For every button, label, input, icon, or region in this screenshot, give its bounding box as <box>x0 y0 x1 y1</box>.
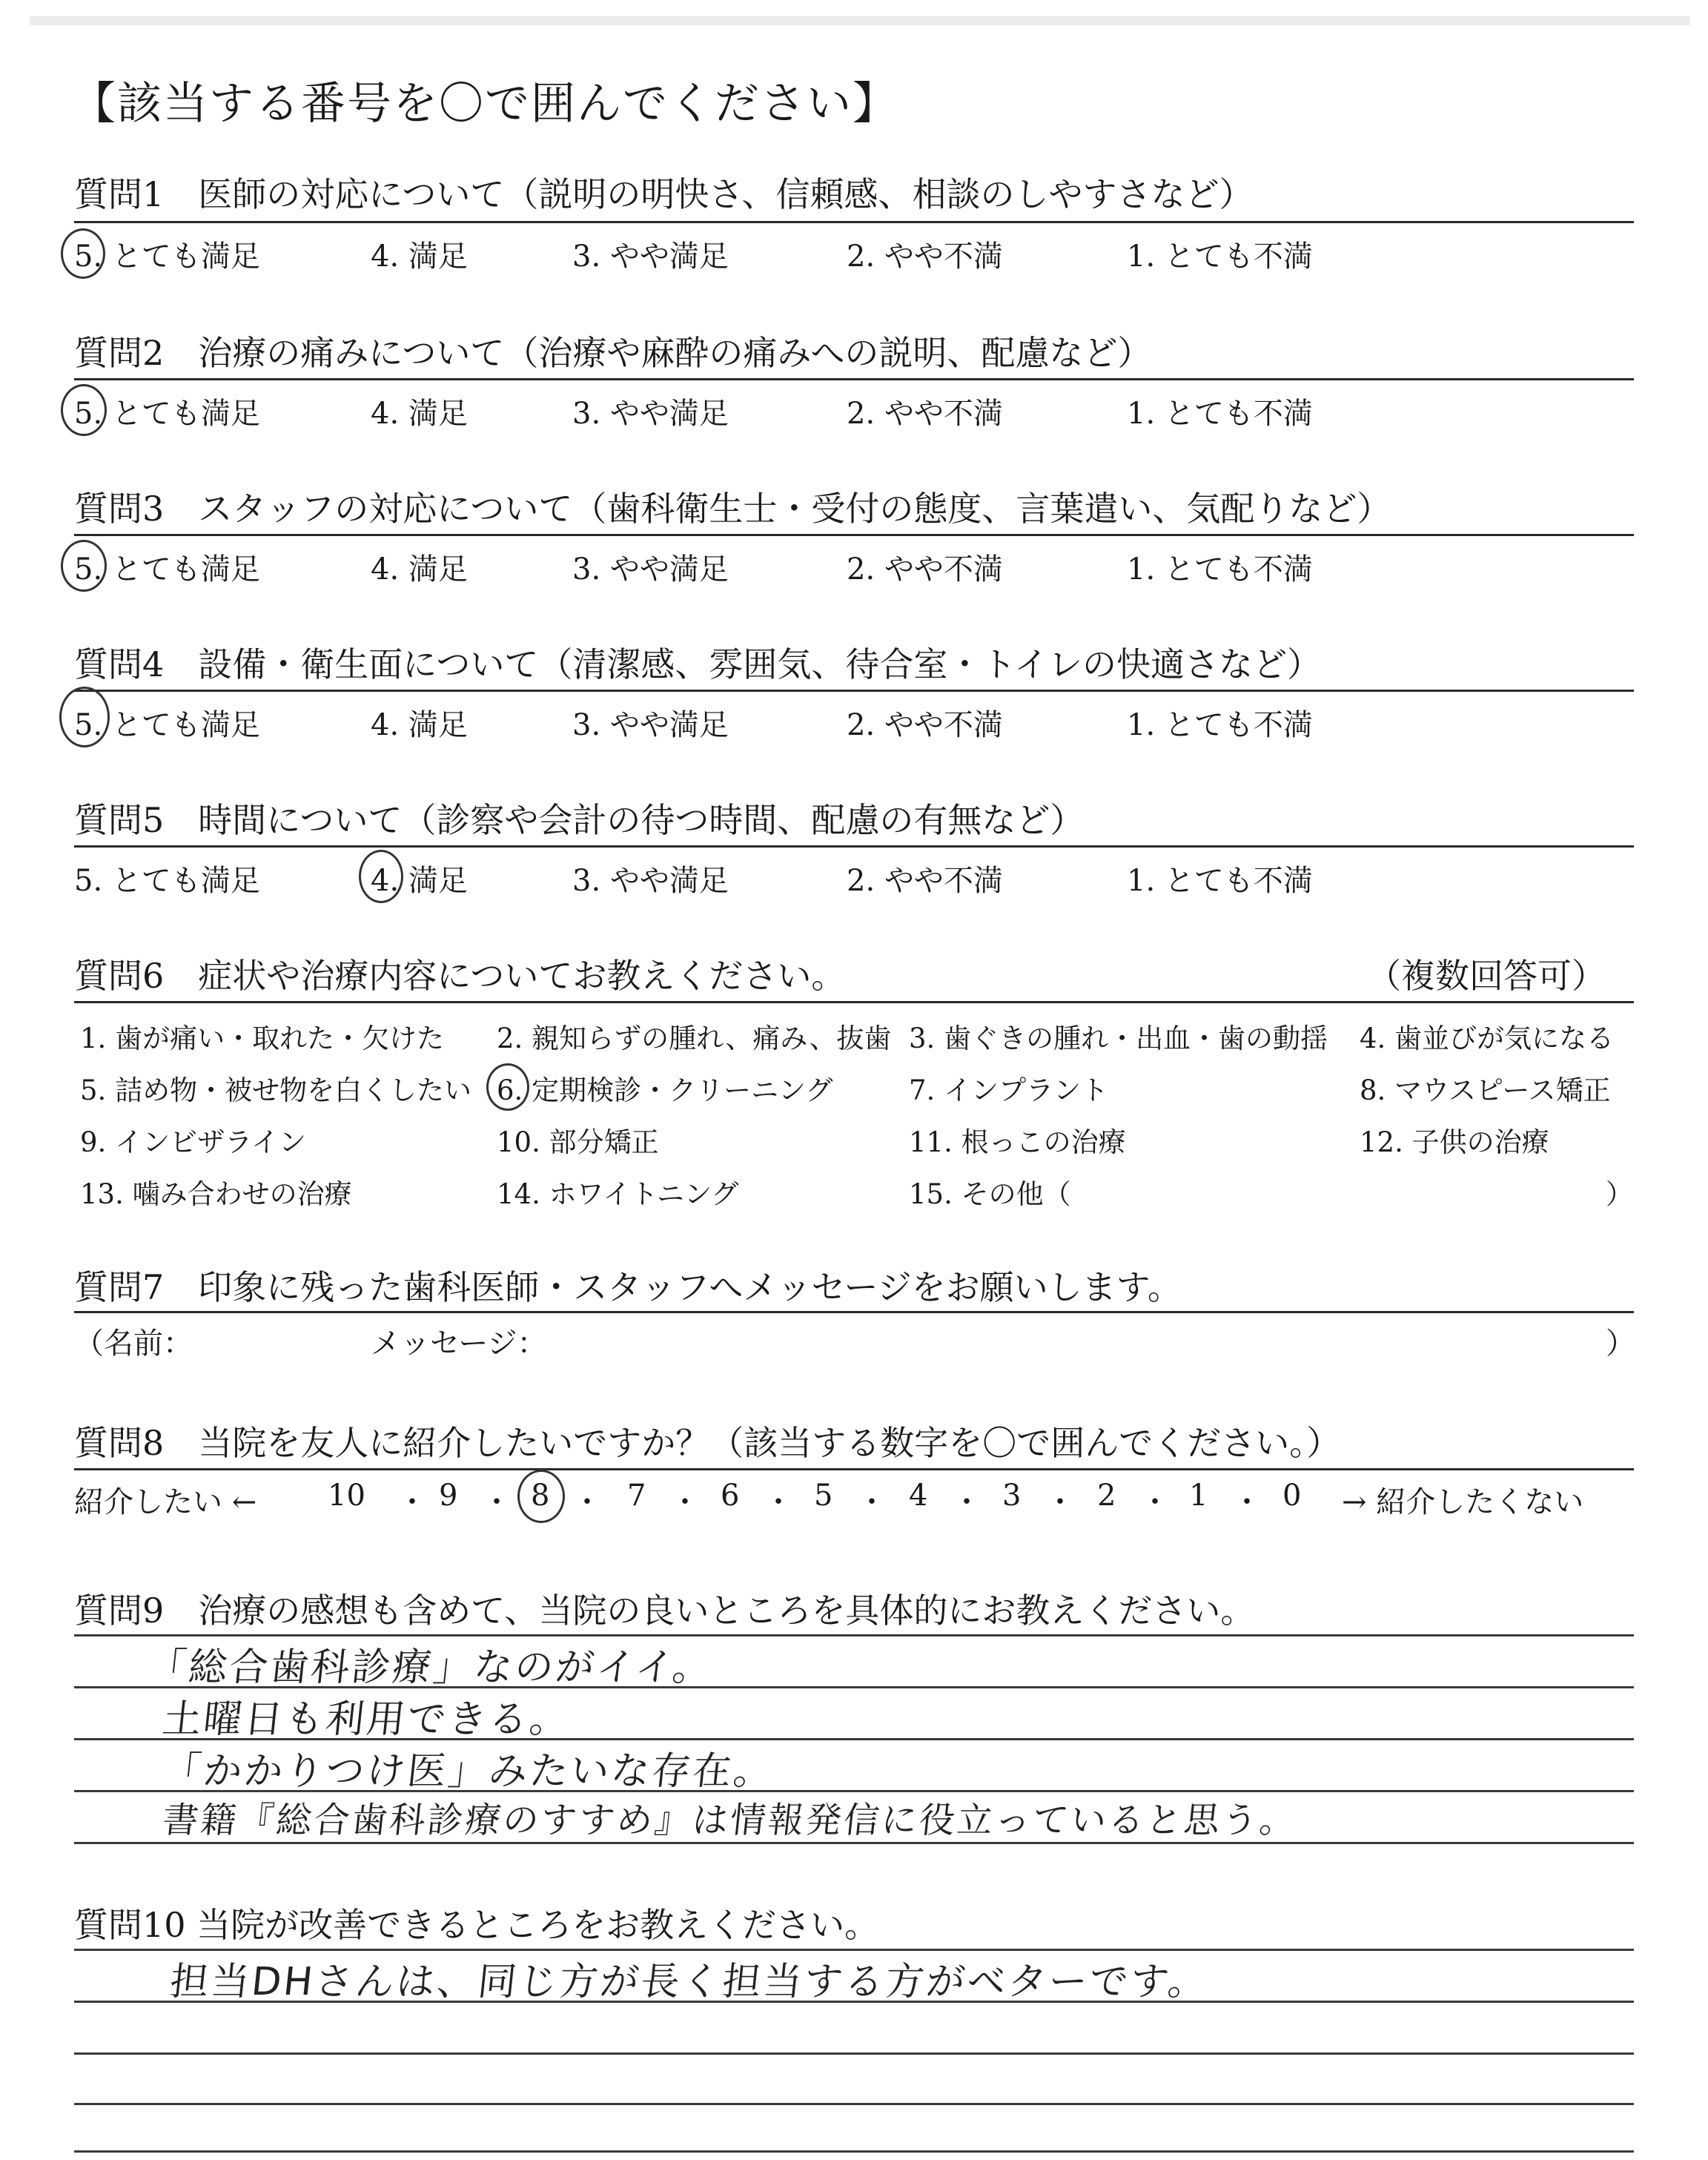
q8-scale-5[interactable]: 5 <box>814 1479 833 1513</box>
scale-dot: ・ <box>1045 1485 1075 1519</box>
q6-option-4[interactable]: 4. 歯並びが気になる <box>1360 1023 1615 1054</box>
q8-scale-9[interactable]: 9 <box>439 1479 458 1513</box>
q7-name-label: （名前： <box>74 1327 193 1361</box>
q2-option-4[interactable]: 4. 満足 <box>371 397 468 431</box>
q7-message-label: メッセージ： <box>371 1327 547 1361</box>
q8-scale-4[interactable]: 4 <box>909 1479 928 1513</box>
q8-left-label: 紹介したい ← <box>74 1485 257 1519</box>
q2-option-1[interactable]: 1. とても不満 <box>1127 397 1313 431</box>
question-5-title: 質問5 時間について（診察や会計の待つ時間、配慮の有無など） <box>74 800 1085 840</box>
q9-answer-2: 土曜日も利用できる。 <box>160 1697 573 1742</box>
q5-option-2[interactable]: 2. やや不満 <box>847 864 1003 898</box>
q2-option-3[interactable]: 3. やや満足 <box>572 397 729 431</box>
answer-line <box>74 2150 1634 2153</box>
q6-option-8[interactable]: 8. マウスピース矯正 <box>1360 1074 1611 1106</box>
page-title: 【該当する番号を〇で囲んでください】 <box>71 78 898 130</box>
q2-option-5[interactable]: 5. とても満足 <box>74 397 260 431</box>
question-3-rule <box>74 534 1634 536</box>
question-1-title: 質問1 医師の対応について（説明の明快さ、信頼感、相談のしやすさなど） <box>74 174 1254 214</box>
q6-option-1[interactable]: 1. 歯が痛い・取れた・欠けた <box>80 1023 445 1054</box>
q4-option-1[interactable]: 1. とても不満 <box>1127 708 1313 742</box>
q5-option-4[interactable]: 4. 満足 <box>371 864 468 898</box>
q5-option-1[interactable]: 1. とても不満 <box>1127 864 1313 898</box>
answer-line <box>74 2052 1634 2055</box>
multiple-answer-note: （複数回答可） <box>1367 956 1606 996</box>
question-9-title: 質問9 治療の感想も含めて、当院の良いところを具体的にお教えください。 <box>74 1591 1255 1631</box>
q2-option-2[interactable]: 2. やや不満 <box>847 397 1003 431</box>
scale-dot: ・ <box>670 1485 700 1519</box>
q6-option-14[interactable]: 14. ホワイトニング <box>497 1178 739 1210</box>
q6-option-11[interactable]: 11. 根っこの治療 <box>909 1126 1126 1158</box>
question-2-rule <box>74 378 1634 380</box>
question-8-rule <box>74 1468 1634 1470</box>
q7-close-paren: ） <box>1606 1327 1635 1361</box>
question-8-title: 質問8 当院を友人に紹介したいですか？（該当する数字を〇で囲んでください。） <box>74 1423 1341 1463</box>
q9-answer-3: 「かかりつけ医」みたいな存在。 <box>160 1749 777 1794</box>
q1-option-1[interactable]: 1. とても不満 <box>1127 240 1313 274</box>
q6-option-13[interactable]: 13. 噛み合わせの治療 <box>80 1178 352 1210</box>
question-5-rule <box>74 845 1634 848</box>
q4-option-5[interactable]: 5. とても満足 <box>74 708 260 742</box>
q6-other-close-paren: ） <box>1606 1178 1633 1210</box>
q8-scale-1[interactable]: 1 <box>1189 1479 1208 1513</box>
q5-option-3[interactable]: 3. やや満足 <box>572 864 729 898</box>
q6-option-3[interactable]: 3. 歯ぐきの腫れ・出血・歯の動揺 <box>909 1023 1328 1054</box>
q4-option-2[interactable]: 2. やや不満 <box>847 708 1003 742</box>
q6-option-5[interactable]: 5. 詰め物・被せ物を白くしたい <box>80 1074 472 1106</box>
scale-dot: ・ <box>482 1485 512 1519</box>
q6-option-12[interactable]: 12. 子供の治療 <box>1360 1126 1549 1158</box>
scale-dot: ・ <box>397 1485 427 1519</box>
q3-option-3[interactable]: 3. やや満足 <box>572 552 729 587</box>
q6-option-2[interactable]: 2. 親知らずの腫れ、痛み、抜歯 <box>497 1023 892 1054</box>
q1-option-2[interactable]: 2. やや不満 <box>847 240 1003 274</box>
q3-option-5[interactable]: 5. とても満足 <box>74 552 260 587</box>
scale-dot: ・ <box>572 1485 602 1519</box>
scan-edge <box>30 16 1690 25</box>
q3-option-1[interactable]: 1. とても不満 <box>1127 552 1313 587</box>
q8-scale-10[interactable]: 10 <box>328 1479 365 1513</box>
q3-option-4[interactable]: 4. 満足 <box>371 552 468 587</box>
question-6-title: 質問6 症状や治療内容についてお教えください。 <box>74 956 846 996</box>
question-4-title: 質問4 設備・衛生面について（清潔感、雰囲気、待合室・トイレの快適さなど） <box>74 644 1322 684</box>
q6-option-10[interactable]: 10. 部分矯正 <box>497 1126 659 1158</box>
question-2-title: 質問2 治療の痛みについて（治療や麻酔の痛みへの説明、配慮など） <box>74 333 1152 373</box>
q6-option-15[interactable]: 15. その他（ <box>909 1178 1071 1210</box>
q4-option-4[interactable]: 4. 満足 <box>371 708 468 742</box>
scale-dot: ・ <box>1232 1485 1262 1519</box>
q8-scale-8[interactable]: 8 <box>531 1479 550 1513</box>
q6-option-6[interactable]: 6. 定期検診・クリーニング <box>497 1074 833 1106</box>
question-1-rule <box>74 221 1634 223</box>
q4-option-3[interactable]: 3. やや満足 <box>572 708 729 742</box>
q3-option-2[interactable]: 2. やや不満 <box>847 552 1003 587</box>
q8-right-label: → 紹介したくない <box>1342 1485 1584 1519</box>
question-10-title: 質問10 当院が改善できるところをお教えください。 <box>74 1905 879 1945</box>
q9-answer-4: 書籍『総合歯科診療のすすめ』は情報発信に役立っていると思う。 <box>160 1800 1300 1841</box>
scale-dot: ・ <box>857 1485 887 1519</box>
scale-dot: ・ <box>1140 1485 1170 1519</box>
question-6-rule <box>74 1001 1634 1003</box>
question-7-rule <box>74 1311 1634 1313</box>
scale-dot: ・ <box>952 1485 982 1519</box>
q8-scale-7[interactable]: 7 <box>627 1479 646 1513</box>
q8-scale-2[interactable]: 2 <box>1097 1479 1116 1513</box>
q8-scale-0[interactable]: 0 <box>1282 1479 1302 1513</box>
q1-option-5[interactable]: 5. とても満足 <box>74 240 260 274</box>
q9-answer-1: 「総合歯科診療」なのがイイ。 <box>145 1645 716 1690</box>
q1-option-3[interactable]: 3. やや満足 <box>572 240 729 274</box>
question-3-title: 質問3 スタッフの対応について（歯科衛生士・受付の態度、言葉遣い、気配りなど） <box>74 489 1391 529</box>
q6-option-9[interactable]: 9. インビザライン <box>80 1126 306 1158</box>
q8-scale-6[interactable]: 6 <box>721 1479 740 1513</box>
scale-dot: ・ <box>764 1485 793 1519</box>
q8-scale-3[interactable]: 3 <box>1002 1479 1022 1513</box>
question-4-rule <box>74 690 1634 692</box>
q10-answer-1: 担当DHさんは、同じ方が長く担当する方がベターです。 <box>168 1960 1211 2004</box>
q6-option-7[interactable]: 7. インプラント <box>909 1074 1109 1106</box>
q5-option-5[interactable]: 5. とても満足 <box>74 864 260 898</box>
answer-line <box>74 2103 1634 2105</box>
question-7-title: 質問7 印象に残った歯科医師・スタッフへメッセージをお願いします。 <box>74 1267 1182 1307</box>
q1-option-4[interactable]: 4. 満足 <box>371 240 468 274</box>
